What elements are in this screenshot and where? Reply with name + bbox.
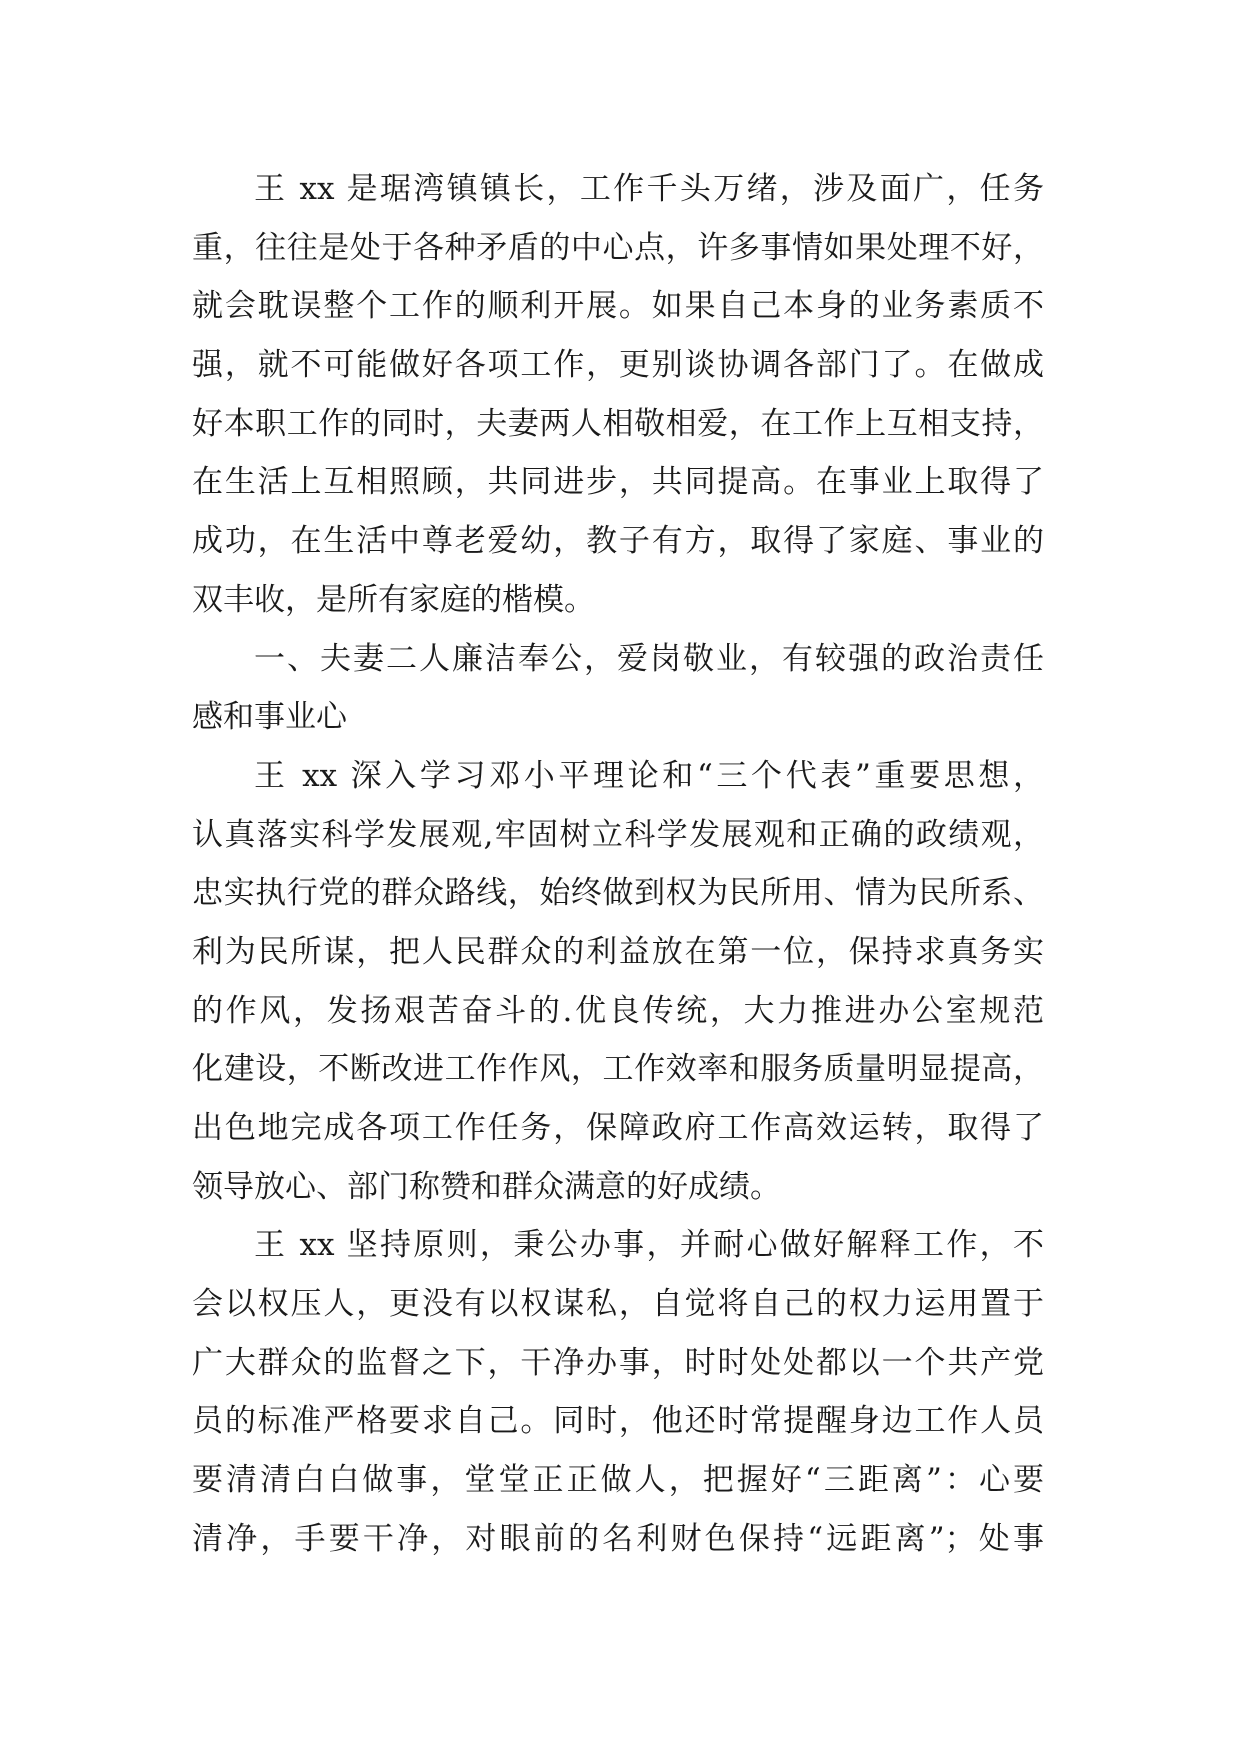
- paragraph-3-line-3: 广大群众的监督之下，干净办事，时时处处都以一个共产党: [192, 1344, 1044, 1381]
- paragraph-2-line-4: 利为民所谋，把人民群众的利益放在第一位，保持求真务实: [192, 933, 1044, 970]
- paragraph-1-line-4: 强，就不可能做好各项工作，更别谈协调各部门了。在做成: [192, 347, 1044, 384]
- paragraph-1-line-7: 成功，在生活中尊老爱幼，教子有方，取得了家庭、事业的: [192, 523, 1044, 560]
- paragraph-3-line-5: 要清清白白做事，堂堂正正做人，把握好“三距离”：心要: [192, 1462, 1044, 1499]
- paragraph-3-line-4: 员的标准严格要求自己。同时，他还时常提醒身边工作人员: [192, 1403, 1044, 1440]
- paragraph-3-line-1: 王 xx 坚持原则，秉公办事，并耐心做好解释工作，不: [254, 1227, 1044, 1264]
- paragraph-2-line-6: 化建设，不断改进工作作风，工作效率和服务质量明显提高，: [192, 1051, 1044, 1088]
- paragraph-1-line-8: 双丰收，是所有家庭的楷模。: [192, 581, 595, 618]
- paragraph-1-line-6: 在生活上互相照顾，共同进步，共同提高。在事业上取得了: [192, 464, 1044, 501]
- paragraph-1-line-3: 就会耽误整个工作的顺利开展。如果自己本身的业务素质不: [192, 288, 1044, 325]
- paragraph-2-line-3: 忠实执行党的群众路线，始终做到权为民所用、情为民所系、: [192, 875, 1044, 912]
- paragraph-2-line-5: 的作风，发扬艰苦奋斗的.优良传统，大力推进办公室规范: [192, 992, 1044, 1029]
- section-heading-line-1: 一、夫妻二人廉洁奉公，爱岗敬业，有较强的政治责任: [254, 640, 1044, 677]
- paragraph-2-line-8: 领导放心、部门称赞和群众满意的好成绩。: [192, 1168, 781, 1205]
- paragraph-1-line-5: 好本职工作的同时，夫妻两人相敬相爱，在工作上互相支持，: [192, 405, 1044, 442]
- paragraph-1-line-2: 重，往往是处于各种矛盾的中心点，许多事情如果处理不好，: [192, 229, 1044, 266]
- paragraph-2-line-7: 出色地完成各项工作任务，保障政府工作高效运转，取得了: [192, 1110, 1044, 1146]
- document-body: [192, 160, 1044, 1569]
- paragraph-3-line-2: 会以权压人，更没有以权谋私，自觉将自己的权力运用置于: [192, 1286, 1044, 1323]
- paragraph-2-line-2: 认真落实科学发展观,牢固树立科学发展观和正确的政绩观，: [192, 816, 1044, 853]
- paragraph-3-line-6: 清净，手要干净，对眼前的名利财色保持“远距离”；处事: [192, 1520, 1044, 1557]
- section-heading-line-2: 感和事业心: [192, 699, 347, 736]
- paragraph-2-line-1: 王 xx 深入学习邓小平理论和“三个代表”重要思想，: [254, 757, 1044, 794]
- paragraph-1-line-1: 王 xx 是琚湾镇镇长，工作千头万绪，涉及面广，任务: [254, 171, 1044, 207]
